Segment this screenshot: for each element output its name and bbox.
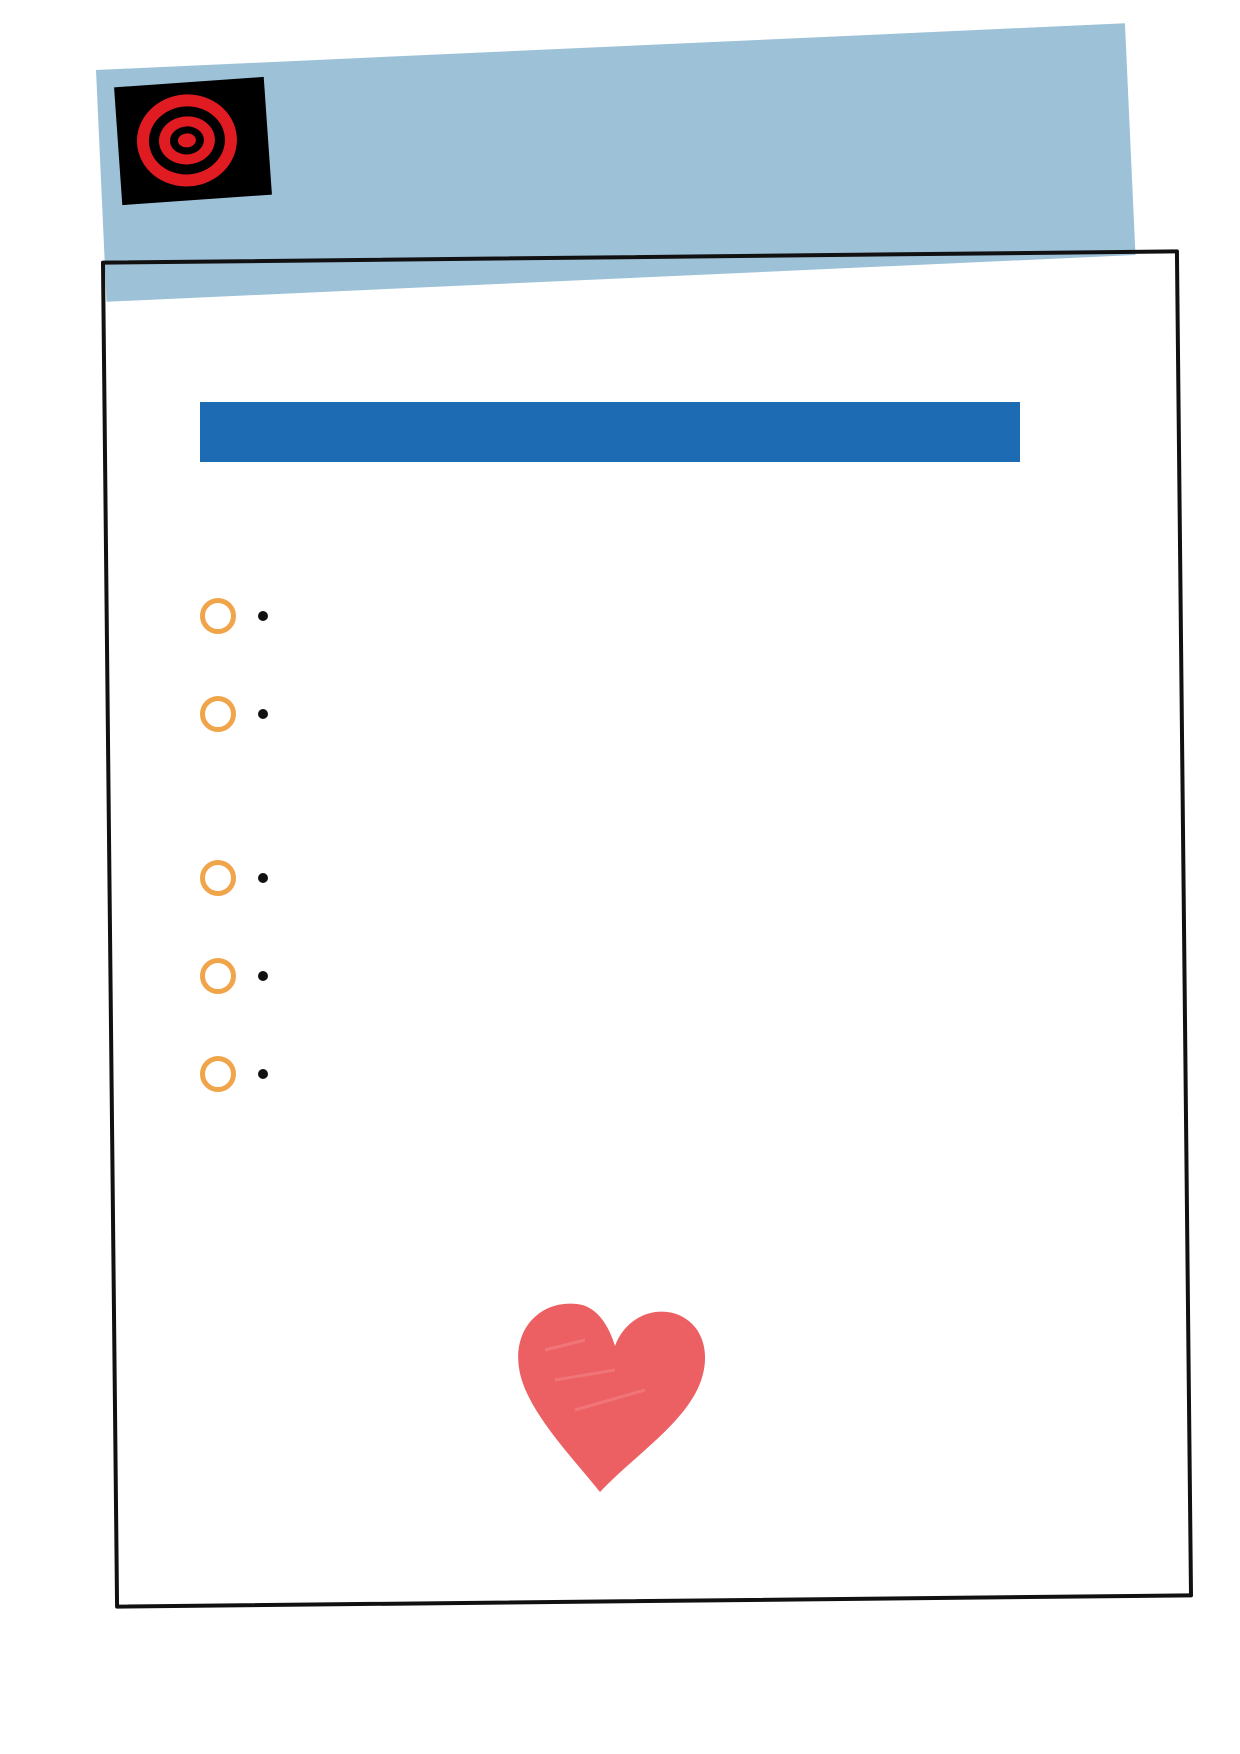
ring-icon bbox=[200, 958, 236, 994]
ring-icon bbox=[200, 598, 236, 634]
ring-icon bbox=[200, 860, 236, 896]
list-item bbox=[200, 598, 1060, 634]
list-item bbox=[200, 1056, 1060, 1092]
bullet-icon bbox=[258, 611, 268, 621]
ring-icon bbox=[200, 696, 236, 732]
list-item bbox=[200, 860, 1060, 896]
bullet-icon bbox=[258, 709, 268, 719]
bullet-icon bbox=[258, 1069, 268, 1079]
bullet-icon bbox=[258, 971, 268, 981]
list-item bbox=[200, 696, 1060, 732]
list-item bbox=[200, 958, 1060, 994]
ring-icon bbox=[200, 1056, 236, 1092]
target-icon bbox=[128, 85, 245, 197]
bullet-icon bbox=[258, 873, 268, 883]
dot-pattern-bottom bbox=[702, 1520, 1014, 1576]
target-badge bbox=[114, 77, 272, 205]
heart-icon bbox=[505, 1290, 715, 1500]
dot-pattern-top bbox=[260, 45, 1160, 175]
title-bar bbox=[200, 402, 1020, 462]
